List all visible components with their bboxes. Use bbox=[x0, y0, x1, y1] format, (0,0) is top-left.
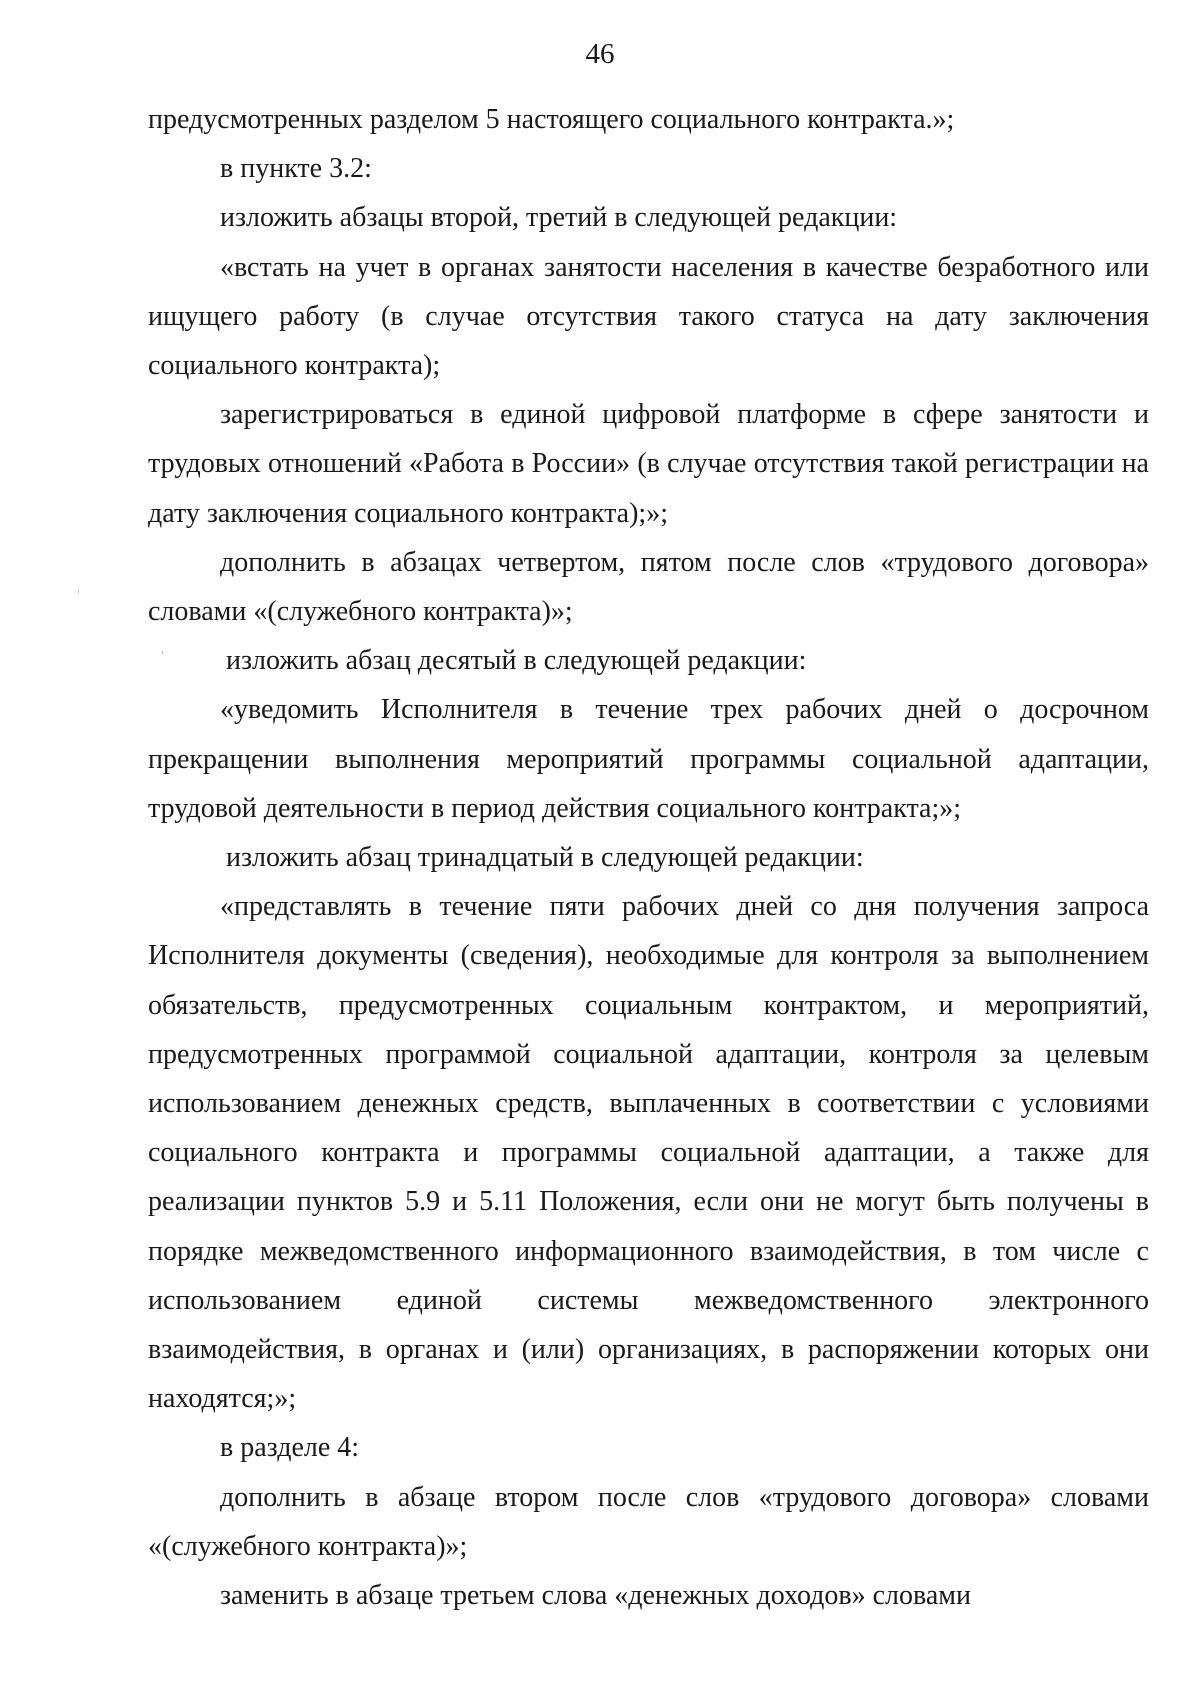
paragraph-quoted-text: «встать на учет в органах занятости населения в качестве безработного или ищущего работу (в случае отсутствия такого статуса на дату заключения социального контракта); bbox=[148, 251, 1149, 382]
paragraph-instruction: изложить абзац тринадцатый в следующей редакции: bbox=[226, 842, 864, 874]
paragraph-quoted-text: зарегистрироваться в единой цифровой платформе в сфере занятости и трудовых отношений «Работа в России» (в случае отсутствия такой регистрации на дату заключения социального контракта);»; bbox=[148, 399, 1149, 529]
paragraph-instruction: дополнить в абзацах четвертом, пятом после слов «трудового договора» словами «(служебного контракта)»; bbox=[148, 546, 1149, 628]
paragraph-quoted-text: «уведомить Исполнителя в течение трех рабочих дней о досрочном прекращении выполнения мероприятий программы социальной адаптации, трудовой деятельности в период действия социального контракта;»; bbox=[148, 694, 1149, 824]
paragraph-section-ref: в разделе 4: bbox=[220, 1432, 360, 1464]
paragraph-instruction: дополнить в абзаце втором после слов «трудового договора» словами «(служебного контракта)»; bbox=[148, 1481, 1149, 1562]
scan-artifact bbox=[78, 590, 79, 593]
paragraph-continuation: предусмотренных разделом 5 настоящего социального контракта.»; bbox=[148, 104, 955, 135]
paragraph-quoted-text: «представлять в течение пяти рабочих дней со дня получения запроса Исполнителя документы (сведения), необходимые для контроля за выполнением обязательств, предусмотренных социальным контрактом, и мероприятий, предусмотренных программой социальной адаптации, контроля за целевым использованием денежных средств, выплаченных в соответствии с условиями социального контракта и программы социальной адаптации, а также для реализации пунктов 5.9 и 5.11 Положения, если они не могут быть получены в порядке межведомственного информационного взаимодействия, в том числе с использованием единой системы межведомственного электронного взаимодействия, в органах и (или) организациях, в распоряжении которых они находятся;»; bbox=[148, 891, 1149, 1415]
paragraph-section-ref: в пункте 3.2: bbox=[220, 153, 372, 185]
paragraph-instruction: изложить абзац десятый в следующей редакции: bbox=[226, 645, 807, 677]
document-body bbox=[148, 95, 1149, 1620]
page-number: 46 bbox=[585, 38, 615, 70]
paragraph-instruction: изложить абзацы второй, третий в следующей редакции: bbox=[220, 202, 898, 234]
scan-artifact bbox=[162, 651, 163, 654]
paragraph-instruction: заменить в абзаце третьем слова «денежных доходов» словами bbox=[220, 1580, 971, 1612]
